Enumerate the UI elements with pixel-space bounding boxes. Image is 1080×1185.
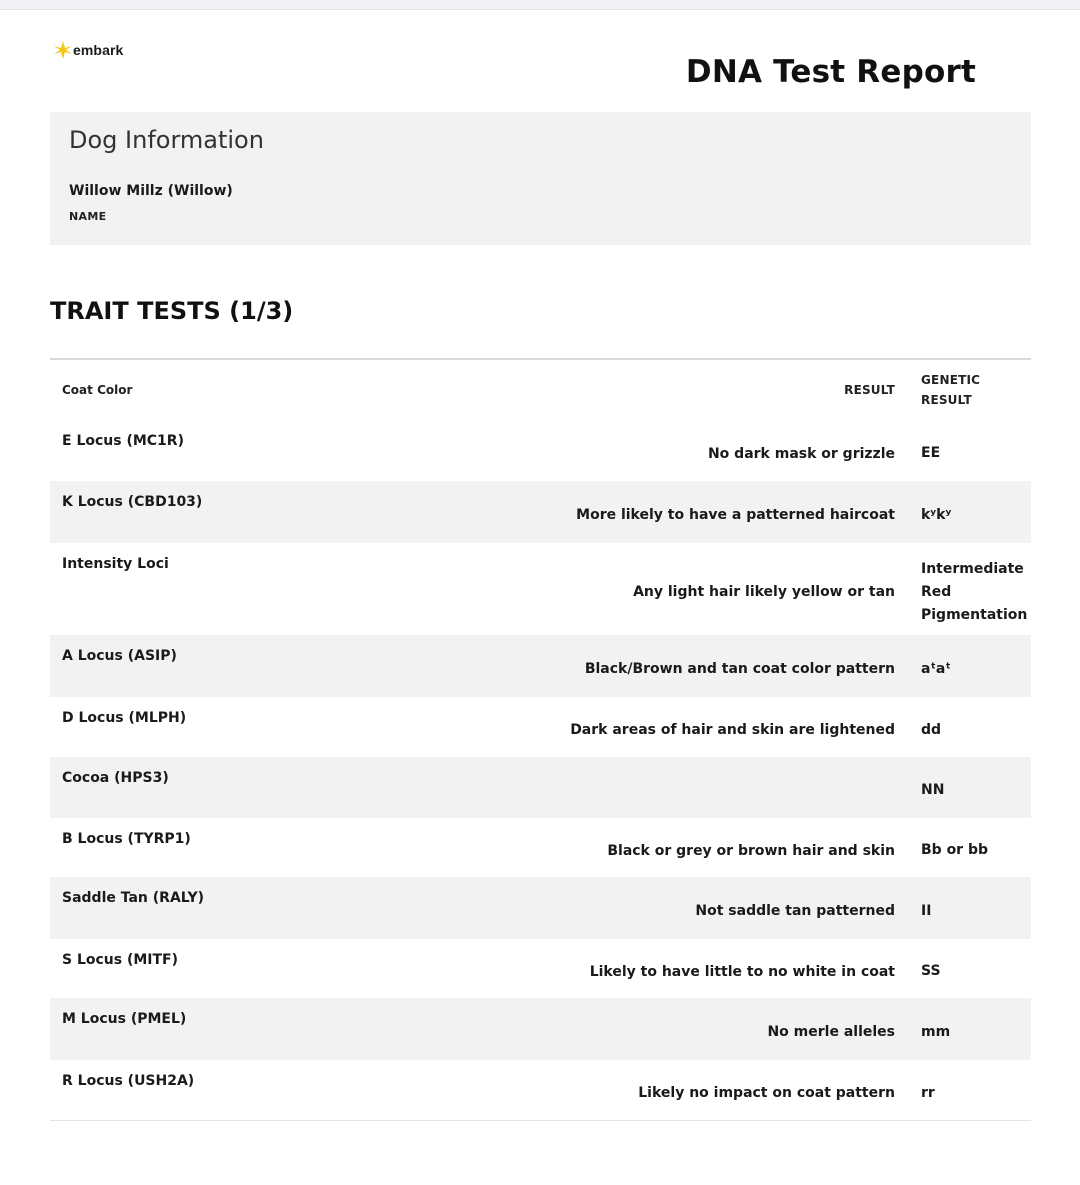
trait-result: Black/Brown and tan coat color pattern <box>584 661 895 677</box>
trait-name: A Locus (ASIP) <box>62 648 177 664</box>
trait-result: No dark mask or grizzle <box>707 445 895 462</box>
header-genetic-line2: RESULT <box>921 393 972 407</box>
dog-name: Willow Millz (Willow) <box>69 183 233 199</box>
header-genetic-line1: GENETIC <box>921 373 981 387</box>
trait-tests-title: TRAIT TESTS (1/3) <box>50 297 294 325</box>
trait-result: Dark areas of hair and skin are lightened <box>570 722 895 738</box>
star-burst-icon <box>53 40 73 60</box>
trait-name: D Locus (MLPH) <box>62 710 187 726</box>
table-row <box>50 998 1031 1060</box>
trait-result: Black or grey or brown hair and skin <box>607 842 895 859</box>
report-title: DNA Test Report <box>685 54 976 90</box>
dog-name-label: NAME <box>69 210 107 223</box>
table-row <box>50 757 1031 818</box>
trait-result: Likely to have little to no white in coat <box>589 963 895 980</box>
trait-genetic-result: rr <box>921 1084 935 1101</box>
trait-name: Saddle Tan (RALY) <box>62 890 205 906</box>
header-coat-color: Coat Color <box>62 383 133 397</box>
trait-result: Likely no impact on coat pattern <box>638 1085 895 1101</box>
dog-information-panel <box>50 112 1031 245</box>
trait-genetic-result: SS <box>921 963 941 979</box>
table-body <box>50 420 1031 1120</box>
table-row <box>50 818 1031 877</box>
table-row <box>50 635 1031 697</box>
trait-table <box>50 358 1031 1121</box>
trait-genetic-result: Bb or bb <box>921 842 989 858</box>
trait-name: R Locus (USH2A) <box>62 1073 195 1089</box>
trait-genetic-result: II <box>921 902 932 919</box>
trait-name: K Locus (CBD103) <box>62 494 203 510</box>
trait-genetic-result: Intermediate Red Pigmentation <box>921 560 1028 623</box>
trait-genetic-result: dd <box>921 721 942 738</box>
trait-genetic-result: NN <box>921 782 945 798</box>
embark-logo <box>53 39 123 61</box>
table-row <box>50 1060 1031 1120</box>
trait-result: Not saddle tan patterned <box>695 903 895 919</box>
table-row <box>50 697 1031 757</box>
trait-name: B Locus (TYRP1) <box>62 831 191 847</box>
table-row <box>50 481 1031 543</box>
trait-result <box>550 757 895 818</box>
trait-genetic-result: EE <box>921 445 941 461</box>
trait-result: More likely to have a patterned haircoat <box>576 507 895 523</box>
table-header <box>50 360 1031 420</box>
trait-name: M Locus (PMEL) <box>62 1011 187 1027</box>
trait-result: No merle alleles <box>767 1024 895 1040</box>
trait-genetic-result: kʸkʸ <box>921 506 952 523</box>
table-row <box>50 420 1031 481</box>
trait-genetic-result: mm <box>921 1023 951 1040</box>
dog-information-heading: Dog Information <box>69 126 264 154</box>
trait-name: S Locus (MITF) <box>62 952 179 968</box>
trait-name: E Locus (MC1R) <box>62 433 184 449</box>
table-row <box>50 877 1031 939</box>
trait-name: Cocoa (HPS3) <box>62 770 169 786</box>
table-row <box>50 939 1031 998</box>
trait-name: Intensity Loci <box>62 556 169 572</box>
logo-text: embark <box>73 42 124 58</box>
header-result: RESULT <box>844 383 895 397</box>
table-row <box>50 543 1031 635</box>
trait-result: Any light hair likely yellow or tan <box>633 584 895 600</box>
header-genetic-result <box>895 370 1031 410</box>
top-bar <box>0 0 1080 10</box>
trait-genetic-result: aᵗaᵗ <box>921 660 951 677</box>
